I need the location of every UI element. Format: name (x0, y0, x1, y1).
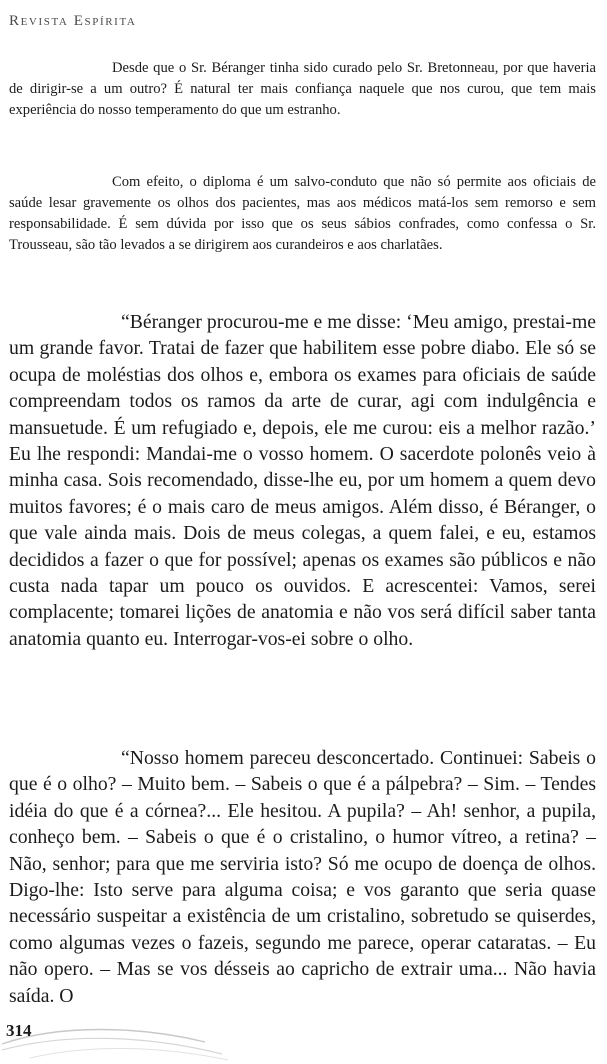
paragraph-text: “Nosso homem pareceu desconcertado. Continuei: Sabeis o que é o olho? – Muito bem. – Sabeis o que é a pálpebra? – Sim. – Tendes idéia do que é a córnea?... Ele hesitou. A pupila? – Ah! senhor, a pupila, conheço bem. – Sabeis o que é o cristalino, o humor vítreo, a retina? – Não, senhor; para que me serviria isto? Só me ocupo de doença de olhos. Digo-lhe: Isto serve para alguma coisa; e vos garanto que seria quase necessário suspeitar a existência de um cristalino, sobretudo se quiserdes, como algumas vezes o fazeis, segundo me parece, operar cataratas. – Eu não opero. – Mas se vos désseis ao capricho de extrair uma... Não havia saída. O (9, 747, 596, 1007)
running-header: Revista Espírita (9, 13, 137, 29)
decorative-swoosh (0, 1014, 230, 1062)
paragraph-text: Desde que o Sr. Béranger tinha sido curado pelo Sr. Bretonneau, por que haveria de dirigir-se a um outro? É natural ter mais confiança naquele que nos curou, que tem mais experiência do nosso temperamento do que um estranho. (9, 60, 596, 118)
paragraph-2 (9, 172, 596, 256)
paragraph-3 (9, 309, 596, 652)
paragraph-4 (9, 745, 596, 1009)
page-footer (0, 1014, 607, 1064)
page-number: 314 (6, 1021, 32, 1040)
paragraph-text: “Béranger procurou-me e me disse: ‘Meu amigo, prestai-me um grande favor. Tratai de fazer que habilitem esse pobre diabo. Ele só se ocupa de moléstias dos olhos e, embora os exames para oficiais de saúde compreendam todos os ramos da arte de curar, agi com indulgência e mansuetude. É um refugiado e, depois, ele me curou: eis a melhor razão.’ Eu lhe respondi: Mandai-me o vosso homem. O sacerdote polonês veio à minha casa. Sois recomendado, disse-lhe eu, por um homem a quem devo muitos favores; é o mais caro de meus amigos. Além disso, é Béranger, o que vale ainda mais. Dois de meus colegas, a quem falei, e eu, estamos decididos a fazer o que for possível; apenas os exames são públicos e não custa nada tapar um pouco os ouvidos. E acrescentei: Vamos, serei complacente; tomarei lições de anatomia e não vos será difícil saber tanta anatomia quanto eu. Interrogar-vos-ei sobre o olho. (9, 311, 596, 650)
paragraph-text: Com efeito, o diploma é um salvo-conduto que não só permite aos oficiais de saúde lesar gravemente os olhos dos pacientes, mas aos médicos matá-los sem remorso e sem responsabilidade. É sem dúvida por isso que os seus sábios confrades, como confessa o Sr. Trousseau, são tão levados a se dirigirem aos curandeiros e aos charlatães. (9, 174, 596, 253)
paragraph-1 (9, 58, 596, 121)
